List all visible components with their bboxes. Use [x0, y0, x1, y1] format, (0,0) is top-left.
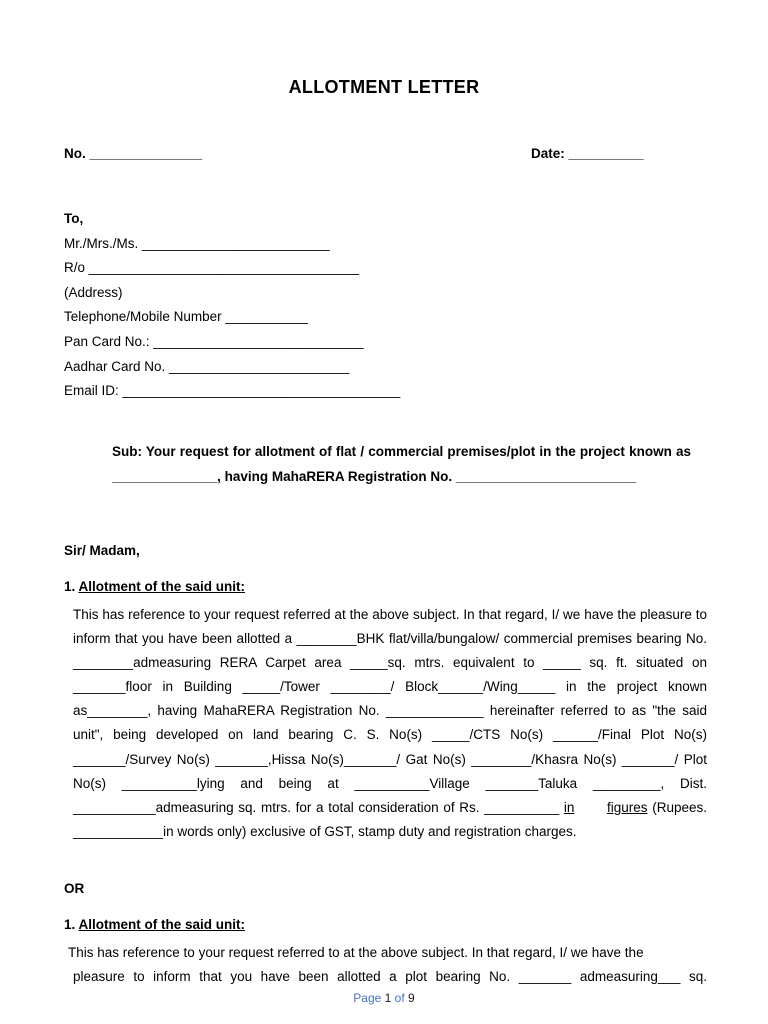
addressee-name: Mr./Mrs./Ms. _________________________ — [64, 235, 330, 251]
subject-line: Sub: Your request for allotment of flat / commercial premises/plot in the project known as ______________, having MahaRERA Registration No. ________________________ — [112, 444, 691, 484]
addressee-email: Email ID: _____________________________________ — [64, 383, 401, 399]
addressee-residence: R/o ____________________________________ — [64, 260, 360, 276]
current-page-number: 1 — [384, 991, 392, 1005]
total-page-count: 9 — [408, 991, 415, 1005]
addressee-pan: Pan Card No.: ____________________________ — [64, 333, 364, 349]
section-2-paragraph — [68, 941, 707, 989]
page-footer — [0, 991, 768, 1005]
addressee-telephone: Telephone/Mobile Number ___________ — [64, 309, 308, 325]
paragraph-text: This has reference to your request referred at the above subject. In that regard, I/ we have the pleasure to inform that you have been allotted a ________BHK flat/villa/bungalow/ commercial premises bearing No. ________admeasuring RERA Carpet area _____sq. mtrs. equivalent to _____ sq. ft. situated on _______floor in Building _____/Tower ________/ Block______/Wing_____ in the project known as________, having MahaRERA Registration No. _____________ hereinafter referred to as "the said unit", being developed on land bearing C. S. No(s) _____/CTS No(s) ______/Final Plot No(s) _______/Survey No(s) _______,Hissa No(s)_______/ Gat No(s) ________/Khasra No(s) _______/ Plot No(s) __________lying and being at __________Village _______Taluka _________, Dist. ___________admeasuring sq. mtrs. for a total consideration of Rs. __________ — [73, 607, 707, 815]
addressee-address: (Address) — [64, 284, 123, 300]
addressee-block — [64, 207, 400, 404]
letter-number-field: No. _______________ — [64, 146, 203, 161]
paragraph-line-1: This has reference to your request referred to at the above subject. In that regard, I/ we have the — [68, 945, 644, 960]
section-2-heading — [64, 917, 245, 932]
addressee-aadhar: Aadhar Card No. ________________________ — [64, 358, 350, 374]
salutation: Sir/ Madam, — [64, 543, 140, 558]
page-word: Page — [353, 991, 382, 1005]
section-1-heading — [64, 579, 245, 594]
section-title: Allotment of the said unit: — [78, 579, 246, 594]
paragraph-text-end: (Rupees. ____________in words only) exclusive of GST, stamp duty and registration charges. — [73, 799, 707, 839]
section-1-paragraph — [73, 603, 707, 844]
document-title: ALLOTMENT LETTER — [288, 77, 480, 97]
paragraph-line-2: pleasure to inform that you have been allotted a plot bearing No. _______ admeasuring___ sq. — [73, 969, 707, 984]
underlined-word-figures: figures — [607, 799, 648, 815]
addressee-to: To, — [64, 211, 84, 226]
letter-date-field: Date: __________ — [531, 146, 644, 161]
section-title: Allotment of the said unit: — [78, 917, 246, 932]
section-number: 1. — [64, 579, 76, 594]
section-number: 1. — [64, 917, 76, 932]
underlined-word-in: in — [563, 799, 575, 815]
or-separator: OR — [64, 881, 85, 896]
of-word: of — [394, 991, 405, 1005]
